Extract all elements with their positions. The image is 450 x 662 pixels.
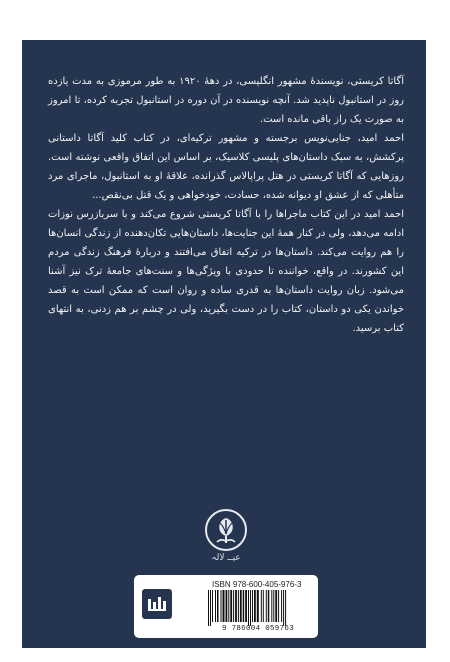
isbn-digits: 9 786004 059763: [221, 625, 294, 633]
blurb-paragraph-3: احمد امید در این کتاب ماجراها را با آگاتا کریستی شروع می‌کند و با سربازرس نوزات ادامه می‌دهد، ولی در کنار همهٔ این جنایت‌ها، داستان‌هایی تکان‌دهنده از زندگی انسان‌ها را هم روایت می‌کند. داستان‌ها در ترکیه اتفاق می‌افتند و دربارهٔ فرهنگ زندگی مردم این کشورند. در واقع، خواننده تا حدودی با ویژگی‌ها و سنت‌های جامعهٔ ترک نیز آشنا می‌شود. زبان روایت داستان‌ها به قدری ساده و روان است که ممکن است به قصد خواندن یکی دو داستان، کتاب را در دست بگیرید، ولی در چشم بر هم زدنی، به انتهای کتاب برسید.: [48, 209, 404, 334]
blurb-text: [48, 72, 404, 338]
blurb-paragraph-2: احمد امید، جنایی‌نویس برجسته و مشهور ترکیه‌ای، در کتاب کلید آگاتا داستانی پرکشش، به سبک داستان‌های پلیسی کلاسیک، بر اساس این اتفاق واقعی نوشته است. روزهایی که آگاتا کریستی در هتل پراپالاس گذرانده، علاقهٔ او به استانبول، ماجرای مرد متأهلی که از عشق او دیوانه شده، حسادت، خودخواهی و یک قتل بی‌نقص...: [48, 133, 404, 201]
publisher-emblem-icon: [142, 589, 172, 619]
barcode: [206, 590, 310, 626]
blurb-paragraph-1: آگاتا کریستی، نویسندهٔ مشهور انگلیسی، در دههٔ ۱۹۲۰ به طور مرموزی به مدت یازده روز در استانبول ناپدید شد. آنچه نویسنده در آن دوره در استانبول تجربه کرده، تا امروز به صورت یک راز باقی مانده است.: [48, 76, 404, 125]
publisher-name: عیــ لالہ: [211, 553, 241, 563]
flower-tulip-icon: [204, 508, 248, 552]
isbn-label: ISBN 978-600-405-976-3: [212, 580, 302, 589]
barcode-panel: [134, 575, 318, 638]
